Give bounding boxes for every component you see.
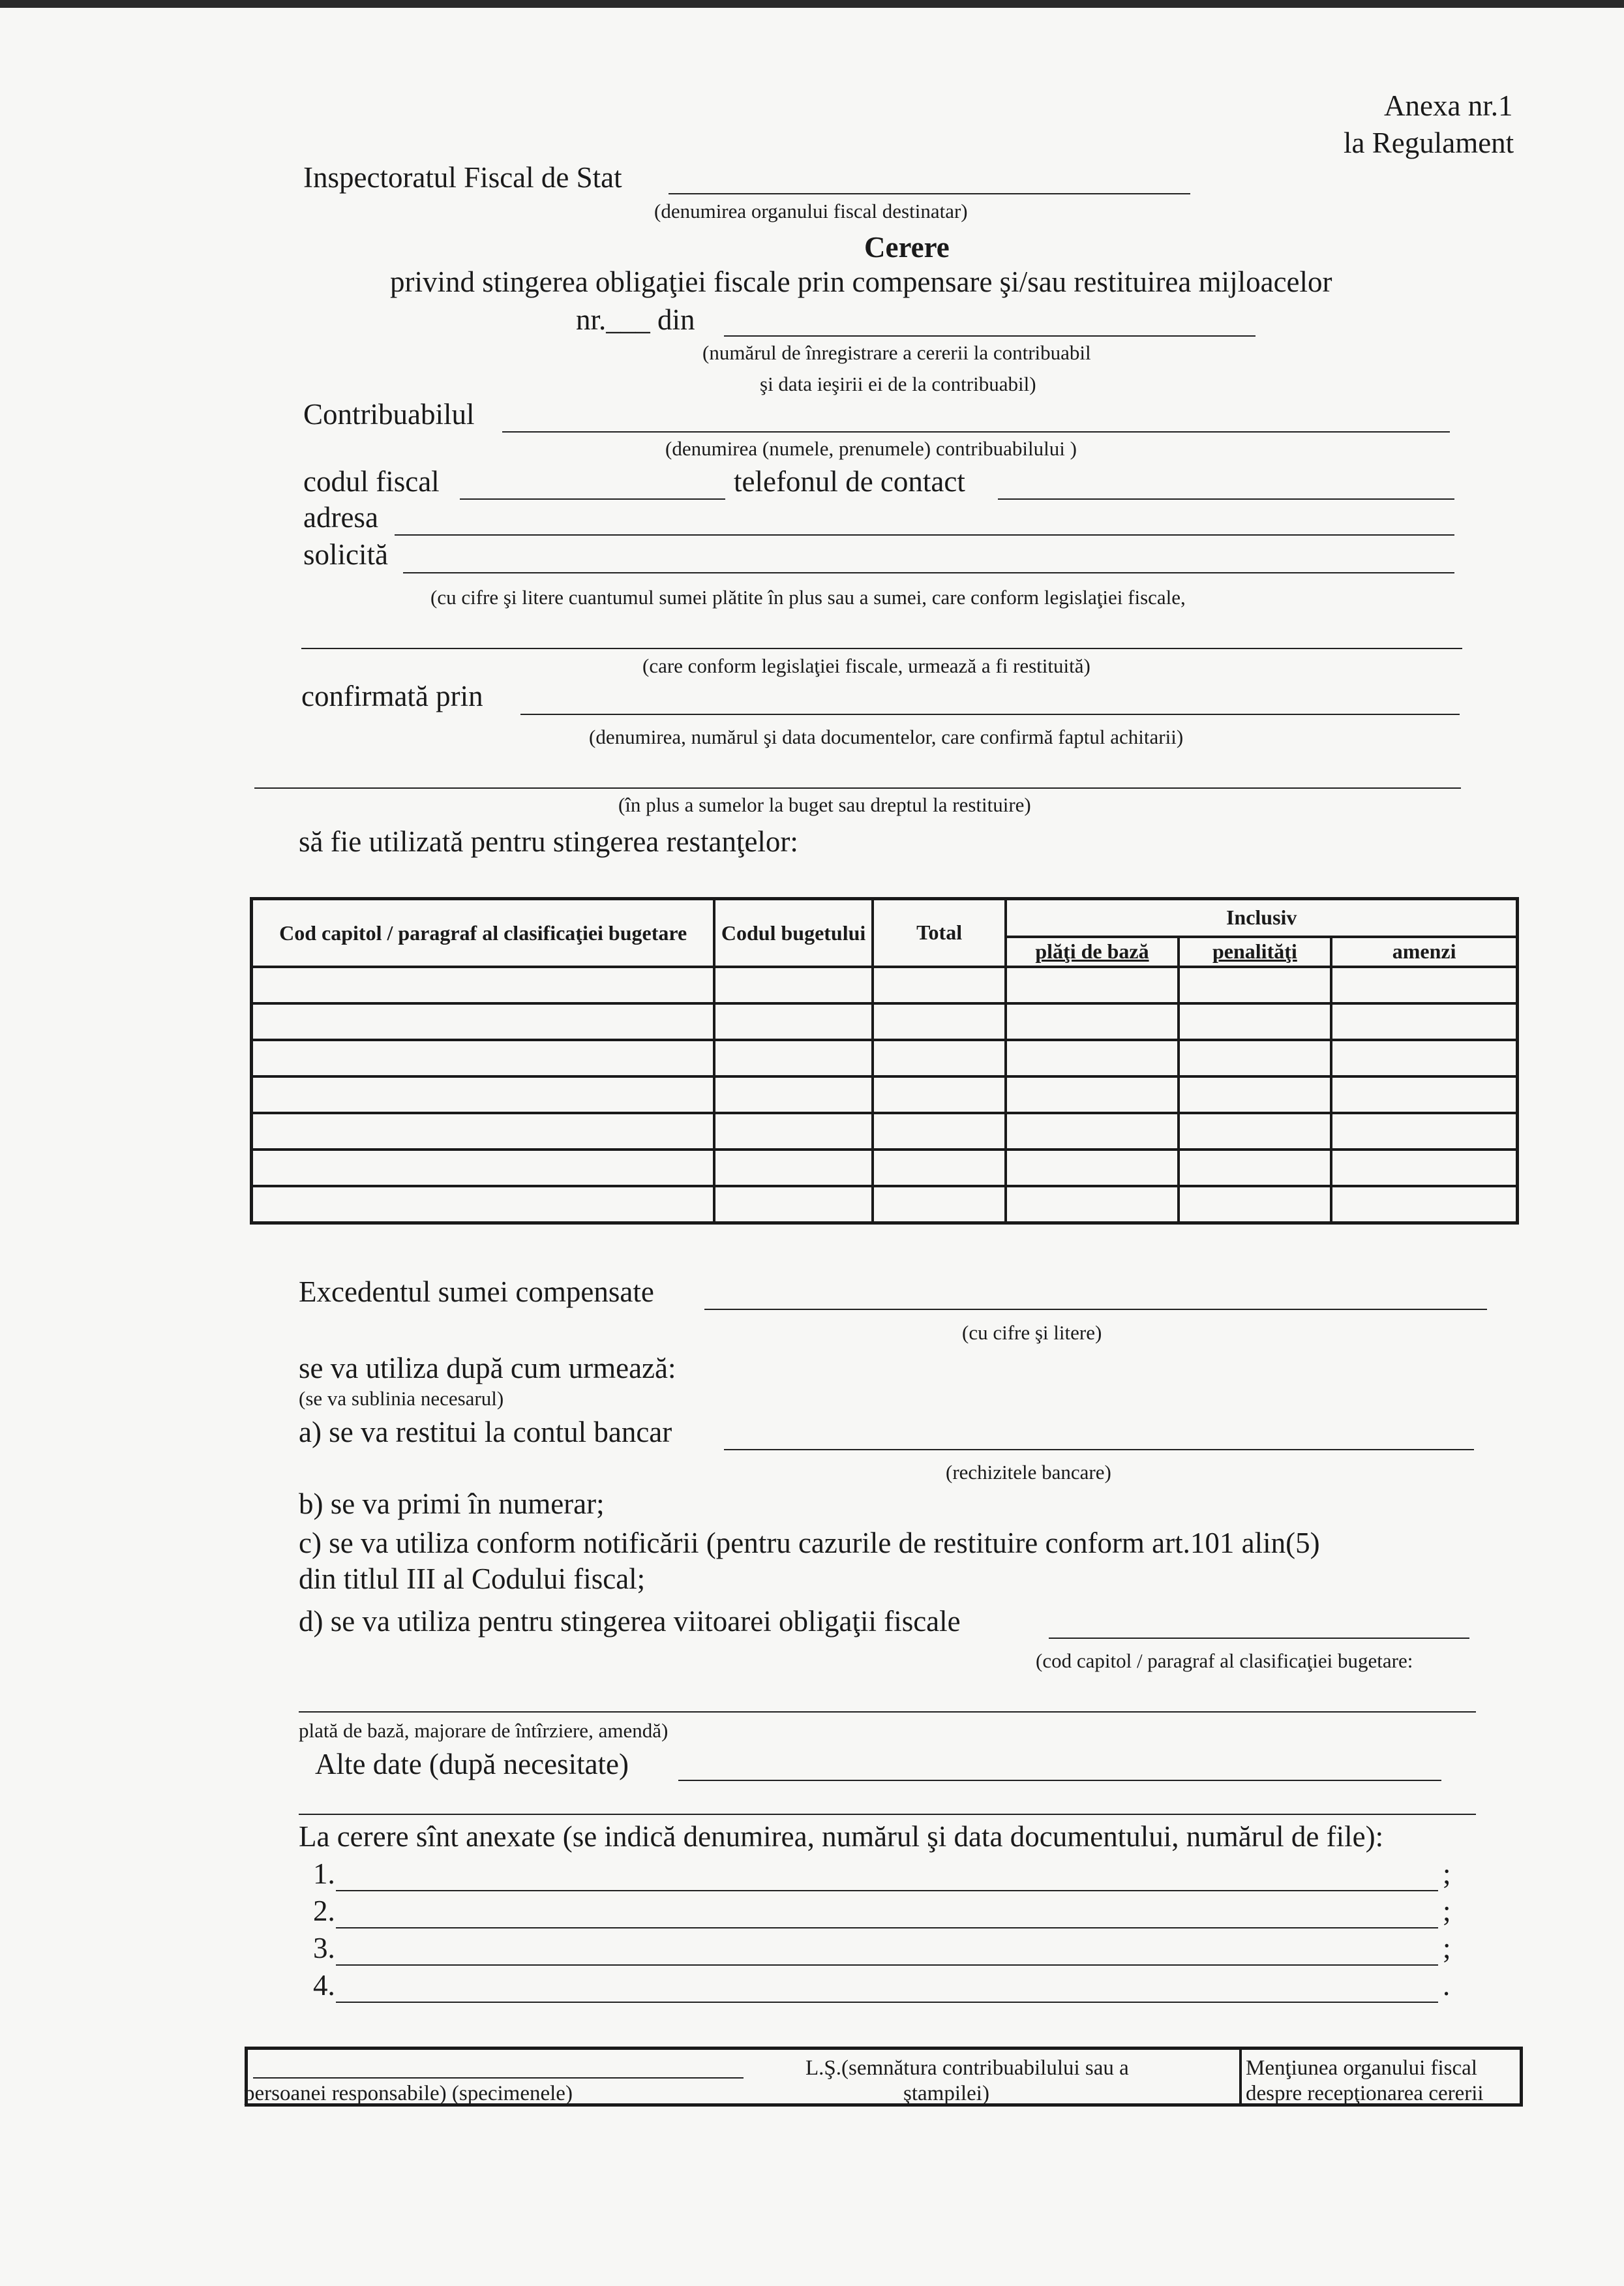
table-cell[interactable] <box>1006 1150 1178 1186</box>
other-data-label: Alte date (după necesitate) <box>315 1748 629 1780</box>
annex-item-field[interactable] <box>336 2002 1438 2003</box>
table-cell[interactable] <box>873 1150 1006 1186</box>
table-cell[interactable] <box>1331 1186 1517 1223</box>
table-cell[interactable] <box>714 1040 873 1076</box>
inspectorate-label: Inspectoratul Fiscal de Stat <box>303 161 622 194</box>
header-inclusive: Inclusiv <box>1006 899 1517 937</box>
excess-note: (cu cifre şi litere) <box>962 1321 1102 1344</box>
header-code: Cod capitol / paragraf al clasificaţiei bugetare <box>252 899 715 967</box>
phone-label: telefonul de contact <box>734 465 965 498</box>
refund-note: (care conform legislaţiei fiscale, urmează a fi restituită) <box>642 654 1090 677</box>
table-cell[interactable] <box>252 1150 715 1186</box>
annex-item-number: 3. <box>313 1932 335 1964</box>
excess-field[interactable] <box>704 1309 1487 1310</box>
bank-account-field[interactable] <box>724 1449 1474 1450</box>
table-cell[interactable] <box>1006 967 1178 1003</box>
underline-note: (se va sublinia necesarul) <box>299 1387 504 1410</box>
table-cell[interactable] <box>1179 1113 1332 1150</box>
other-data-field-2[interactable] <box>299 1814 1476 1815</box>
table-cell[interactable] <box>873 1040 1006 1076</box>
footer-middle-line1: L.Ş.(semnătura contribuabilului sau a <box>805 2056 1129 2080</box>
table-row <box>252 1003 1518 1040</box>
annex-item-end: ; <box>1443 1895 1451 1927</box>
annex-regulation: la Regulament <box>1344 127 1514 159</box>
annex-item-end: ; <box>1443 1857 1451 1890</box>
payment-note: plată de bază, majorare de întîrziere, amendă) <box>299 1719 669 1742</box>
fiscal-code-label: codul fiscal <box>303 465 440 498</box>
table-cell[interactable] <box>1179 1040 1332 1076</box>
excess-label: Excedentul sumei compensate <box>299 1275 654 1308</box>
nr-note-1: (numărul de înregistrare a cererii la contribuabil <box>702 341 1091 364</box>
arrears-table <box>250 897 1519 1225</box>
annex-item-field[interactable] <box>336 1890 1438 1891</box>
fiscal-code-field[interactable] <box>460 498 725 500</box>
table-cell[interactable] <box>714 1003 873 1040</box>
request-field[interactable] <box>403 572 1454 573</box>
table-cell[interactable] <box>714 1076 873 1113</box>
annex-item-number: 4. <box>313 1969 335 2002</box>
table-cell[interactable] <box>714 1186 873 1223</box>
table-cell[interactable] <box>252 1003 715 1040</box>
option-c-line2: din titlul III al Codului fiscal; <box>299 1562 646 1595</box>
table-cell[interactable] <box>252 1076 715 1113</box>
phone-field[interactable] <box>998 498 1454 500</box>
header-fines: amenzi <box>1331 937 1517 967</box>
table-cell[interactable] <box>252 1186 715 1223</box>
footer-middle-line2: ştampilei) <box>903 2082 989 2105</box>
scan-top-edge <box>0 0 1624 8</box>
table-cell[interactable] <box>1179 1150 1332 1186</box>
header-budget-code: Codul bugetului <box>714 899 873 967</box>
code-note: (cod capitol / paragraf al clasificaţiei bugetare: <box>1036 1649 1413 1672</box>
table-cell[interactable] <box>1331 1003 1517 1040</box>
inspectorate-note: (denumirea organului fiscal destinatar) <box>654 200 968 222</box>
taxpayer-field[interactable] <box>502 431 1450 433</box>
table-cell[interactable] <box>714 1113 873 1150</box>
table-cell[interactable] <box>873 1113 1006 1150</box>
annex-item-end: ; <box>1443 1932 1451 1964</box>
table-cell[interactable] <box>1179 1186 1332 1223</box>
code-field[interactable] <box>299 1711 1476 1713</box>
usage-label: să fie utilizată pentru stingerea restanţelor: <box>299 825 798 858</box>
annex-item-number: 1. <box>313 1857 335 1890</box>
future-obligation-field[interactable] <box>1049 1638 1469 1639</box>
table-row <box>252 1076 1518 1113</box>
nr-note-2: şi data ieşirii ei de la contribuabil) <box>760 373 1036 395</box>
table-cell[interactable] <box>1006 1040 1178 1076</box>
option-a: a) se va restitui la contul bancar <box>299 1416 672 1448</box>
header-total: Total <box>873 899 1006 967</box>
table-cell[interactable] <box>873 1186 1006 1223</box>
table-cell[interactable] <box>714 1150 873 1186</box>
footer-right-line2: despre recepţionarea cererii <box>1246 2082 1484 2105</box>
table-cell[interactable] <box>1006 1186 1178 1223</box>
table-cell[interactable] <box>1179 967 1332 1003</box>
confirmed-label: confirmată prin <box>301 680 483 712</box>
table-cell[interactable] <box>873 1003 1006 1040</box>
taxpayer-label: Contribuabilul <box>303 398 475 431</box>
table-cell[interactable] <box>1331 1150 1517 1186</box>
table-cell[interactable] <box>1006 1003 1178 1040</box>
taxpayer-note: (denumirea (numele, prenumele) contribuabilului ) <box>665 437 1077 460</box>
annex-item-number: 2. <box>313 1895 335 1927</box>
table-cell[interactable] <box>1331 1076 1517 1113</box>
header-base-payments: plăţi de bază <box>1006 937 1178 967</box>
table-row <box>252 1113 1518 1150</box>
footer-right-line1: Menţiunea organului fiscal <box>1246 2056 1477 2080</box>
inspectorate-field[interactable] <box>669 193 1190 194</box>
annex-item-field[interactable] <box>336 1964 1438 1966</box>
table-cell[interactable] <box>1331 1113 1517 1150</box>
footer-left-label: persoanei responsabile) (specimenele) <box>244 2082 573 2105</box>
table-cell[interactable] <box>1179 1076 1332 1113</box>
option-c-line1: c) se va utiliza conform notificării (pentru cazurile de restituire conform art.101 alin(5) <box>299 1527 1320 1559</box>
annexes-label: La cerere sînt anexate (se indică denumirea, numărul şi data documentului, numărul de file): <box>299 1820 1384 1853</box>
annex-number: Anexa nr.1 <box>1384 89 1513 122</box>
document-title: Cerere <box>864 231 950 264</box>
signature-box <box>245 2047 1523 2107</box>
table-cell[interactable] <box>1331 1040 1517 1076</box>
request-label: solicită <box>303 538 388 571</box>
nr-din-label: nr.___ din <box>576 303 695 336</box>
confirmed-note: (denumirea, numărul şi data documentelor, care confirmă faptul achitarii) <box>589 725 1184 748</box>
nr-date-field[interactable] <box>724 335 1256 337</box>
footer-divider <box>1239 2050 1242 2103</box>
table-row <box>252 1150 1518 1186</box>
table-cell[interactable] <box>1331 967 1517 1003</box>
option-b: b) se va primi în numerar; <box>299 1487 605 1520</box>
document-subtitle: privind stingerea obligaţiei fiscale prin compensare şi/sau restituirea mijloacelor <box>390 266 1332 298</box>
table-cell[interactable] <box>1179 1003 1332 1040</box>
excess-usage: se va utiliza după cum urmează: <box>299 1352 676 1384</box>
table-cell[interactable] <box>873 967 1006 1003</box>
request-note: (cu cifre şi litere cuantumul sumei plătite în plus sau a sumei, care conform legislaţiei fiscale, <box>430 586 1186 609</box>
table-cell[interactable] <box>252 1040 715 1076</box>
address-field[interactable] <box>395 534 1454 536</box>
request-field-2[interactable] <box>301 648 1462 649</box>
bank-note: (rechizitele bancare) <box>946 1461 1111 1484</box>
confirmed-field-2[interactable] <box>254 787 1461 789</box>
responsible-signature-field[interactable] <box>253 2077 744 2079</box>
table-cell[interactable] <box>1006 1076 1178 1113</box>
surplus-note: (în plus a sumelor la buget sau dreptul la restituire) <box>618 793 1031 816</box>
table-row <box>252 1040 1518 1076</box>
table-cell[interactable] <box>252 1113 715 1150</box>
annex-item-field[interactable] <box>336 1927 1438 1928</box>
annex-item-end: . <box>1443 1969 1451 2002</box>
address-label: adresa <box>303 501 378 534</box>
table-cell[interactable] <box>252 967 715 1003</box>
other-data-field[interactable] <box>678 1780 1441 1781</box>
confirmed-field[interactable] <box>520 714 1460 715</box>
table-cell[interactable] <box>873 1076 1006 1113</box>
header-penalties: penalităţi <box>1179 937 1332 967</box>
table-cell[interactable] <box>714 967 873 1003</box>
option-d: d) se va utiliza pentru stingerea viitoarei obligaţii fiscale <box>299 1605 961 1638</box>
table-cell[interactable] <box>1006 1113 1178 1150</box>
table-row <box>252 1186 1518 1223</box>
table-row <box>252 967 1518 1003</box>
